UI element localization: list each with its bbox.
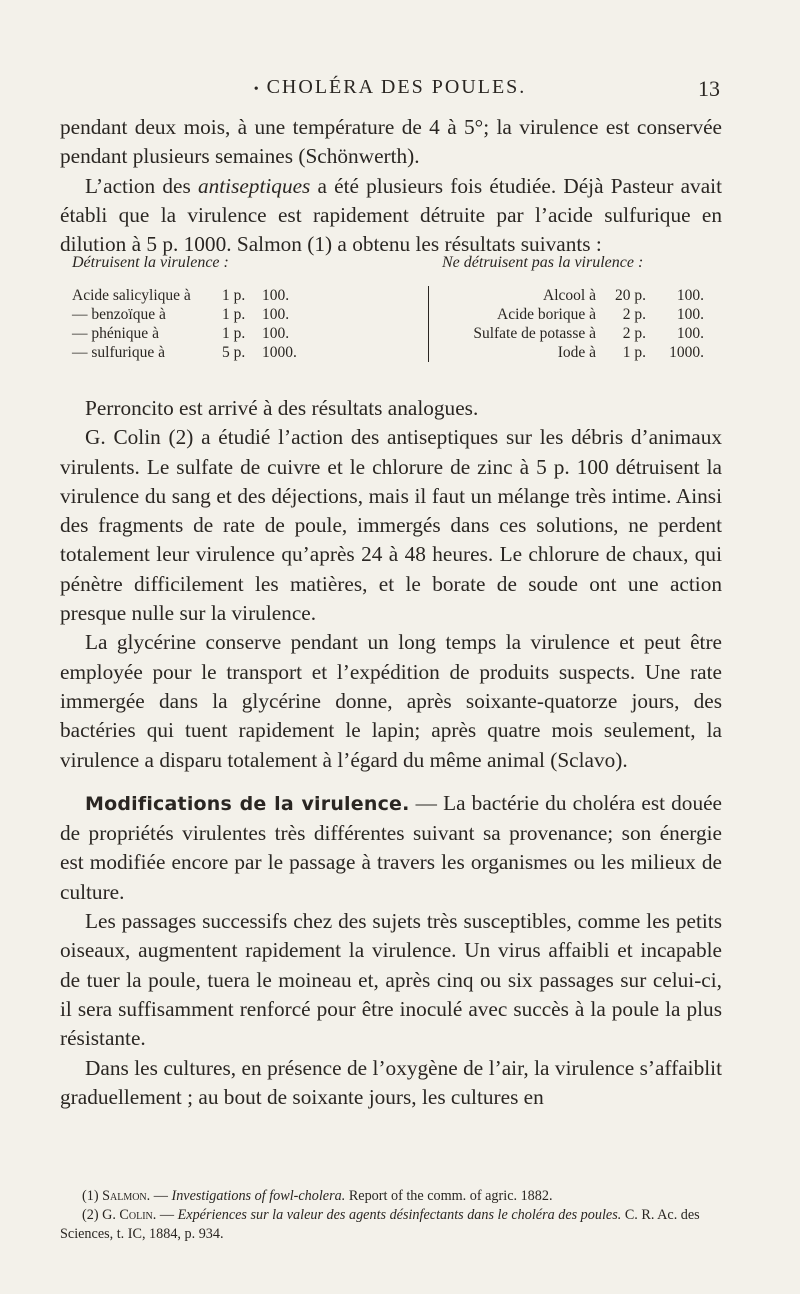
row-dose: 2 p. — [622, 306, 646, 323]
row-dose: 20 p. — [615, 287, 646, 304]
paragraph-8: Dans les cultures, en présence de l’oxygène de l’air, la virulence s’affaiblit graduellement ; au bout de soixante jours, les cultures en — [60, 1055, 722, 1109]
bullet-mark: • — [253, 82, 261, 97]
column-divider — [428, 286, 429, 362]
paragraph-1: pendant deux mois, à une température de 4 à 5°; la virulence est conservée pendant plusieurs semaines (Schönwerth). — [60, 115, 722, 169]
footnotes — [60, 1187, 724, 1244]
row-name: — benzoïque à — [72, 306, 166, 323]
row-value: 100. — [262, 325, 290, 342]
table-row — [72, 305, 352, 324]
paragraph-6 — [60, 789, 722, 907]
table-right-column — [442, 253, 720, 362]
footnote-separator: — — [150, 1188, 172, 1204]
row-name: Iode à — [557, 344, 596, 361]
row-value: 100. — [676, 287, 704, 304]
table-row — [72, 343, 352, 362]
table-row — [448, 305, 720, 324]
row-value: 1000. — [262, 344, 297, 361]
row-value: 1000. — [669, 344, 704, 361]
table-row — [448, 343, 720, 362]
row-name: — phénique à — [72, 325, 159, 342]
footnote-marker: (2) — [82, 1207, 103, 1223]
row-dose: 1 p. — [222, 287, 246, 304]
table-left-column — [72, 253, 352, 362]
right-column-heading: Ne détruisent pas la virulence : — [442, 254, 644, 271]
footnote-separator: — — [156, 1207, 178, 1223]
table-row — [72, 324, 352, 343]
row-value: 100. — [676, 306, 704, 323]
paragraph-5: La glycérine conserve pendant un long temps la virulence et peut être employée pour le transport et l’expédition de produits suspects. Une rate immergée dans la glycérine donne, après soixante-quatorze jours, des bactéries qui tuent rapidement le lapin; après quatre mois seulement, la virulence a disparu totalement à l’égard du même animal (Sclavo). — [60, 630, 722, 772]
row-value: 100. — [676, 325, 704, 342]
row-name: — sulfurique à — [72, 344, 165, 361]
row-name: Sulfate de potasse à — [473, 325, 596, 342]
p2-emphasis: antiseptiques — [197, 173, 311, 198]
footnote-marker: (1) — [82, 1188, 103, 1204]
row-dose: 2 p. — [622, 325, 646, 342]
running-head — [60, 76, 720, 108]
row-name: Acide salicylique à — [72, 287, 191, 304]
p2-text-a: L’action des — [85, 173, 198, 198]
row-name: Acide borique à — [497, 306, 596, 323]
table-row — [448, 324, 720, 343]
footnote-title: Expériences sur la valeur des agents désinfectants dans le choléra des poules. — [177, 1207, 622, 1223]
table-row — [72, 286, 352, 305]
body-text-main — [60, 394, 722, 1112]
row-dose: 5 p. — [222, 344, 246, 361]
body-text-top — [60, 113, 722, 259]
p6-text: — La bactérie du choléra est douée de propriétés virulentes très différentes suivant sa provenance; son énergie est modifiée encore par le passage à travers les organismes ou les milieux de culture. — [60, 790, 722, 904]
paragraph-4: G. Colin (2) a étudié l’action des antiseptiques sur les débris d’animaux virulents. Le sulfate de cuivre et le chlorure de zinc à 5 p. 100 détruisent la virulence du sang et des déjections, mais il faut un mélange très intime. Ainsi des fragments de rate de poule, immergés dans ces solutions, ne perdent totalement leur virulence qu’après 24 à 48 heures. Le chlorure de chaux, qui pénètre difficilement les matières, et le borate de soude ont une action presque nulle sur la virulence. — [60, 425, 722, 626]
p2-text-b: a été plusieurs fois étudiée. Déjà Pasteur avait établi que la virulence est rapidement détruite par l’acide sulfurique en dilution à 5 p. 1000. Salmon (1) a obtenu les résultats suivants : — [60, 173, 722, 257]
footnote-author: G. Colin. — [102, 1207, 157, 1223]
row-value: 100. — [262, 306, 290, 323]
footnote-1 — [60, 1187, 724, 1206]
section-heading: Modifications de la virulence. — [85, 792, 410, 815]
row-dose: 1 p. — [622, 344, 646, 361]
table-row — [448, 286, 720, 305]
paragraph-3: Perroncito est arrivé à des résultats analogues. — [85, 396, 479, 420]
running-title-text: CHOLÉRA DES POULES. — [266, 76, 527, 98]
left-column-heading: Détruisent la virulence : — [72, 254, 229, 271]
page-number: 13 — [698, 76, 720, 101]
running-title — [60, 76, 720, 99]
row-dose: 1 p. — [222, 306, 246, 323]
footnote-2 — [60, 1206, 724, 1244]
row-dose: 1 p. — [222, 325, 246, 342]
paragraph-2 — [60, 172, 722, 260]
footnote-title: Investigations of fowl-cholera. — [171, 1188, 346, 1204]
antiseptics-table — [62, 253, 722, 385]
paragraph-7: Les passages successifs chez des sujets très susceptibles, comme les petits oiseaux, augmentent rapidement la virulence. Un virus affaibli et incapable de tuer la poule, tuera le moineau et, après cinq ou six passages sur celui-ci, il sera suffisamment renforcé pour être inoculé avec succès à la poule la plus résistante. — [60, 909, 722, 1051]
row-value: 100. — [262, 287, 290, 304]
footnote-author: Salmon. — [102, 1188, 151, 1204]
footnote-source: Report of the comm. of agric. 1882. — [345, 1188, 553, 1204]
footnote-source: C. R. Ac. des Sciences, t. IC, 1884, p. 934. — [60, 1207, 700, 1242]
row-name: Alcool à — [543, 287, 596, 304]
